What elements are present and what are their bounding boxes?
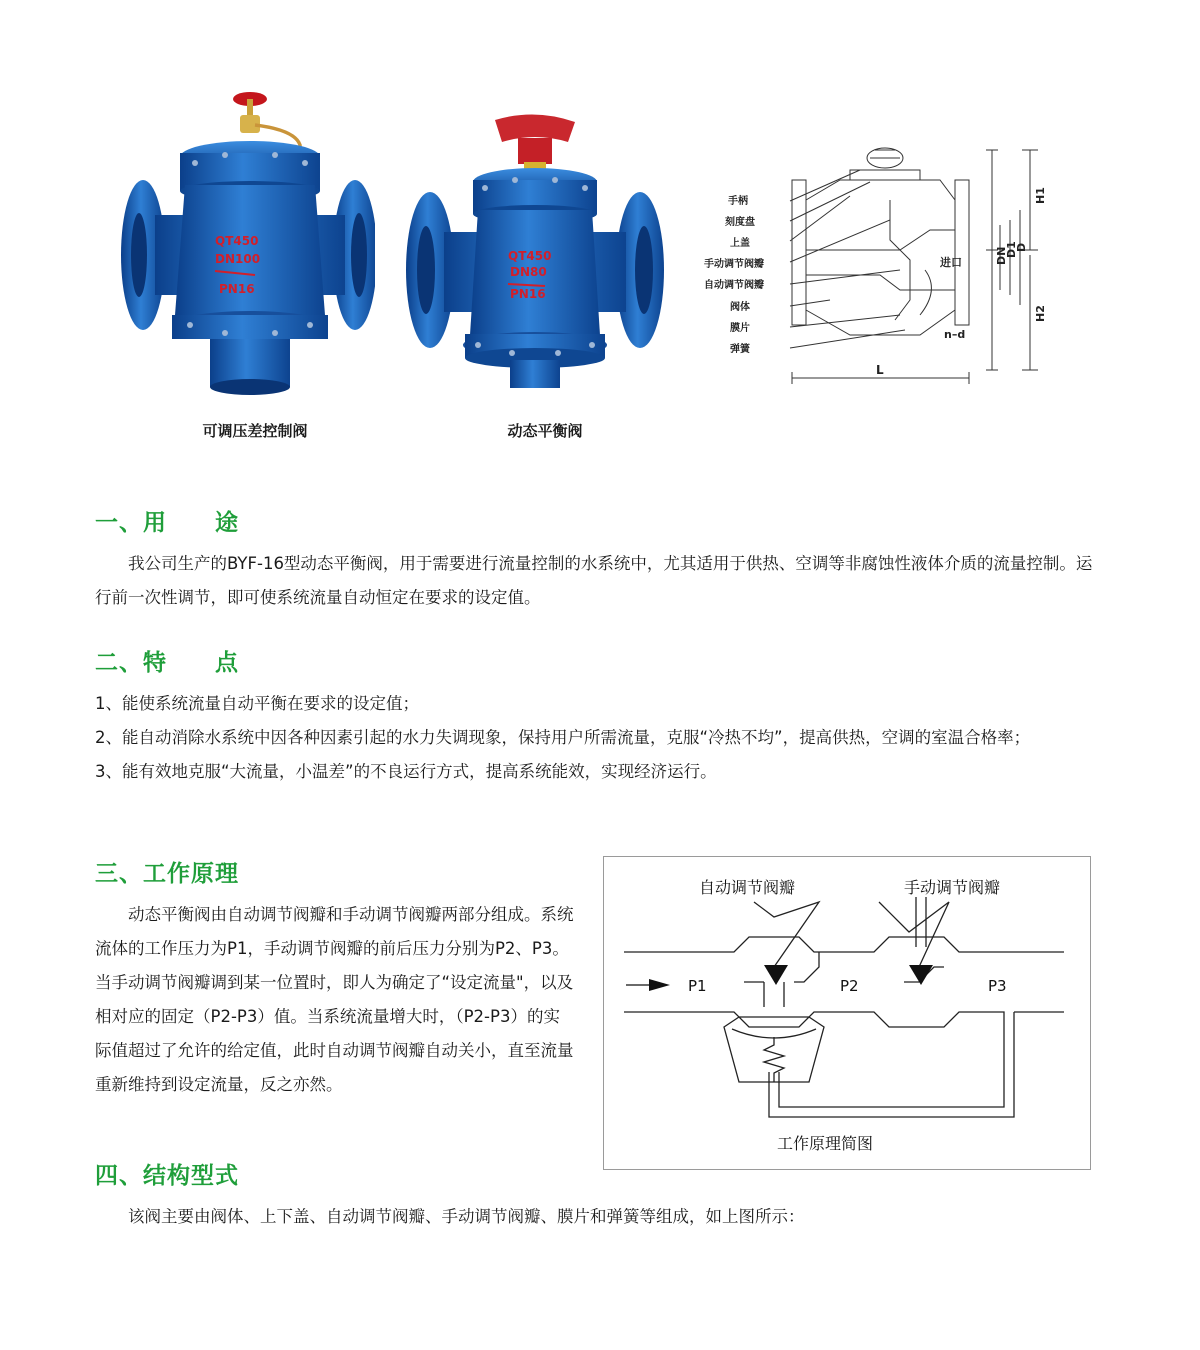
- usage-text: 我公司生产的BYF-16型动态平衡阀，用于需要进行流量控制的水系统中，尤其适用于供热、空调等非腐蚀性液体介质的流量控制。运行前一次性调节，即可使系统流量自动恒定在要求的设定值。: [95, 554, 1093, 607]
- photo2-text-material: QT450: [508, 249, 552, 263]
- drawing-label-body: 阀体: [730, 302, 750, 313]
- heading-principle: 三、工作原理: [95, 861, 239, 887]
- photo-dynamic-balancing-valve: [400, 110, 670, 400]
- drawing-label-handle: 手柄: [728, 196, 748, 207]
- drawing-dim-nd: n–d: [944, 328, 966, 341]
- drawing-dim-D1: D1: [1005, 241, 1018, 258]
- photo1-text-pressure: PN16: [219, 282, 255, 296]
- schematic-p2: P2: [840, 977, 859, 995]
- caption-balancing-valve: 动态平衡阀: [507, 422, 583, 440]
- drawing-label-auto-disc: 自动调节阀瓣: [704, 280, 764, 291]
- schematic-label-auto: 自动调节阀瓣: [699, 878, 796, 897]
- drawing-dim-L: L: [876, 363, 884, 377]
- principle-schematic: [604, 857, 1090, 1169]
- photo2-text-pressure: PN16: [510, 287, 546, 301]
- schematic-label-manual: 手动调节阀瓣: [904, 878, 1001, 897]
- drawing-label-spring: 弹簧: [730, 344, 750, 355]
- principle-text: 动态平衡阀由自动调节阀瓣和手动调节阀瓣两部分组成。系统流体的工作压力为P1，手动调节阀瓣的前后压力分别为P2、P3。当手动调节阀瓣调到某一位置时，即人为确定了“设定流量"，以及相对应的固定（P2-P3）值。当系统流量增大时，（P2-P3）的实际值超过了允许的给定值，此时自动调节阀瓣自动关小，直至流量重新维持到设定流量，反之亦然。: [95, 905, 574, 1094]
- features-list: [95, 687, 1095, 789]
- drawing-label-diaphragm: 膜片: [730, 323, 750, 334]
- feature-item: 2、能自动消除水系统中因各种因素引起的水力失调现象，保持用户所需流量，克服“冷热不均”，提高供热，空调的室温合格率；: [95, 728, 1031, 747]
- feature-item: 3、能有效地克服“大流量，小温差”的不良运行方式，提高系统能效，实现经济运行。: [95, 762, 717, 781]
- drawing-dim-DN: DN: [995, 246, 1008, 265]
- technical-drawing: [700, 140, 1050, 400]
- drawing-label-manual-disc: 手动调节阀瓣: [704, 259, 764, 270]
- caption-adjustable-valve: 可调压差控制阀: [202, 422, 308, 440]
- photo1-text-material: QT450: [215, 234, 259, 248]
- heading-features: 二、特 点: [95, 650, 239, 676]
- drawing-label-cover: 上盖: [730, 238, 750, 249]
- heading-structure: 四、结构型式: [95, 1163, 239, 1189]
- drawing-dim-H2: H2: [1034, 305, 1047, 322]
- principle-diagram-box: [603, 856, 1091, 1170]
- heading-usage: 一、用 途: [95, 510, 239, 536]
- schematic-p1: P1: [688, 977, 707, 995]
- photo1-text-size: DN100: [215, 252, 261, 266]
- photo2-text-size: DN80: [510, 265, 547, 279]
- photo-adjustable-pressure-valve: [115, 85, 375, 405]
- schematic-caption: 工作原理简图: [777, 1134, 874, 1153]
- drawing-label-inlet: 进口: [940, 256, 962, 269]
- feature-item: 1、能使系统流量自动平衡在要求的设定值；: [95, 694, 419, 713]
- schematic-p3: P3: [988, 977, 1007, 995]
- drawing-dim-H1: H1: [1034, 187, 1047, 204]
- drawing-dim-D: D: [1015, 242, 1028, 252]
- drawing-label-dial: 刻度盘: [725, 217, 755, 228]
- flow-arrow-icon: [649, 979, 670, 991]
- structure-text: 该阀主要由阀体、上下盖、自动调节阀瓣、手动调节阀瓣、膜片和弹簧等组成，如上图所示：: [128, 1207, 805, 1226]
